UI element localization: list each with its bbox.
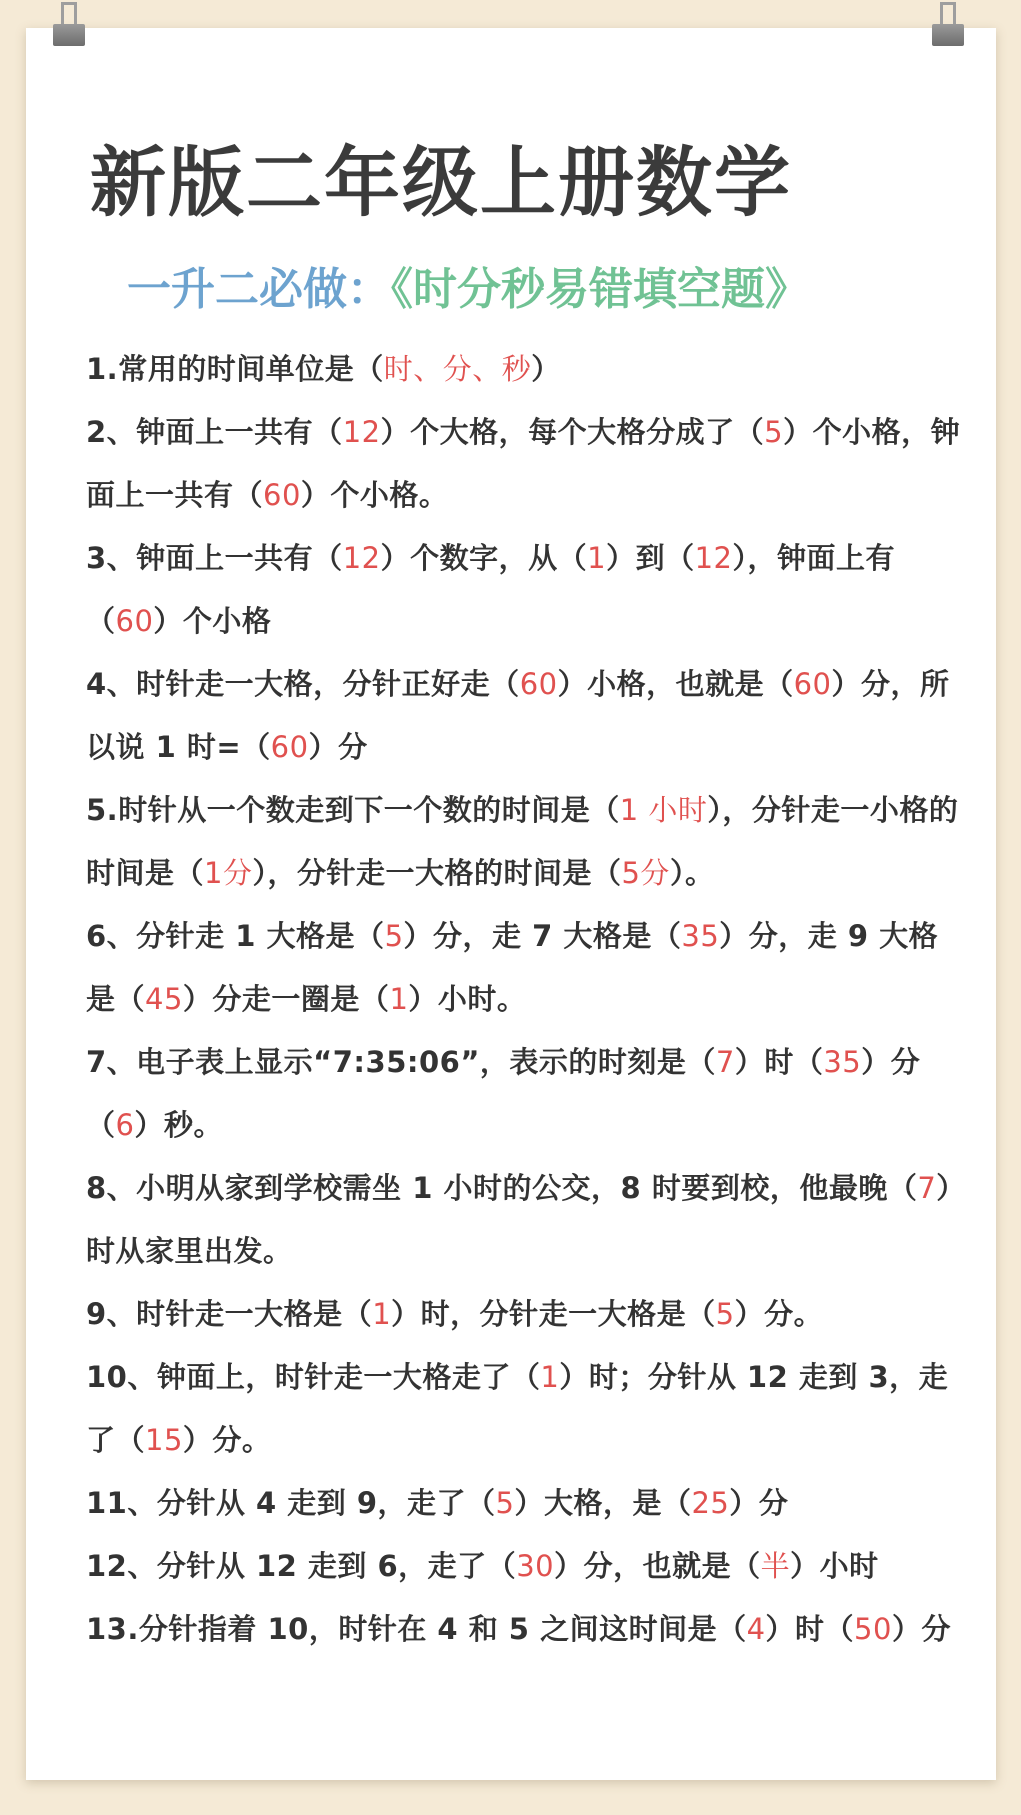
subtitle-topic: 《时分秒易错填空题》 (391, 264, 809, 315)
question-text: ）小时。 (408, 982, 527, 1016)
question-text: ）。 (669, 856, 715, 890)
question-text: ）分 (891, 1612, 951, 1646)
question-text: 13.分针指着 10，时针在 4 和 5 之间这时间是（ (86, 1612, 747, 1646)
question-item (86, 338, 966, 401)
answer-text: 15 (145, 1423, 183, 1457)
answer-text: 1 (372, 1297, 392, 1331)
answer-text: 5分 (621, 856, 670, 890)
question-text: ）分走一圈是（ (182, 982, 390, 1016)
answer-text: 6 (115, 1108, 135, 1142)
question-text: ）小格，也就是（ (557, 667, 794, 701)
question-text: ）个小格 (153, 604, 272, 638)
question-text: ）到（ (606, 541, 695, 575)
question-text: ）分，走 7 大格是（ (403, 919, 682, 953)
answer-text: 12 (342, 541, 381, 575)
answer-text: 1 (389, 982, 409, 1016)
answer-text: 60 (519, 667, 558, 701)
question-item (86, 1283, 966, 1346)
answer-text: 5 (384, 919, 404, 953)
question-item (86, 1031, 966, 1157)
question-text: ）时；分针从 12 走到 3，走了（ (86, 1360, 949, 1457)
question-item (86, 1535, 966, 1598)
answer-text: 12 (694, 541, 733, 575)
answer-text: 25 (691, 1486, 730, 1520)
answer-text: 5 (715, 1297, 735, 1331)
question-text: ），钟面上有（ (86, 541, 895, 638)
question-text: ） (531, 352, 561, 386)
question-item (86, 401, 966, 527)
question-text: 1.常用的时间单位是（ (86, 352, 384, 386)
answer-text: 半 (760, 1549, 791, 1583)
question-item (86, 653, 966, 779)
question-text: ）分 (308, 730, 368, 764)
question-item (86, 1472, 966, 1535)
question-text: ）分，也就是（ (554, 1549, 761, 1583)
question-text: ），分针走一小格的时间是（ (86, 793, 959, 890)
question-text: ）分（ (86, 1045, 921, 1142)
page-title: 新版二年级上册数学 (90, 138, 792, 227)
question-item (86, 779, 966, 905)
question-text: ）个数字，从（ (380, 541, 588, 575)
question-text: ）分 (729, 1486, 789, 1520)
question-text: ）时（ (765, 1612, 855, 1646)
answer-text: 时、分、秒 (383, 352, 532, 386)
question-text: ），分针走一大格的时间是（ (252, 856, 622, 890)
question-text: 6、分针走 1 大格是（ (86, 919, 385, 953)
answer-text: 1分 (204, 856, 253, 890)
question-item (86, 1157, 966, 1283)
answer-text: 7 (715, 1045, 735, 1079)
question-text: ）大格，是（ (514, 1486, 692, 1520)
question-list (86, 338, 966, 1661)
question-text: 11、分针从 4 走到 9，走了（ (86, 1486, 496, 1520)
question-text: ）小时 (790, 1549, 879, 1583)
question-text: 9、时针走一大格是（ (86, 1297, 373, 1331)
question-text: ）分，走 9 大格是（ (86, 919, 939, 1016)
question-text: ）时从家里出发。 (86, 1171, 966, 1268)
question-text: ）分。 (734, 1297, 824, 1331)
question-text: 10、钟面上，时针走一大格走了（ (86, 1360, 541, 1394)
question-text: ）时（ (734, 1045, 824, 1079)
question-text: ）个小格，钟面上一共有（ (86, 415, 961, 512)
answer-text: 5 (764, 415, 784, 449)
answer-text: 60 (793, 667, 832, 701)
page-subtitle (127, 262, 809, 318)
answer-text: 60 (115, 604, 154, 638)
question-text: ）秒。 (134, 1108, 223, 1142)
question-text: ）个小格。 (300, 478, 449, 512)
question-item (86, 1346, 966, 1472)
question-text: ）时，分针走一大格是（ (391, 1297, 716, 1331)
question-text: ）分，所以说 1 时=（ (86, 667, 950, 764)
answer-text: 50 (854, 1612, 892, 1646)
question-text: 12、分针从 12 走到 6，走了（ (86, 1549, 517, 1583)
answer-text: 35 (681, 919, 720, 953)
answer-text: 1 (587, 541, 607, 575)
answer-text: 5 (495, 1486, 515, 1520)
question-text: 2、钟面上一共有（ (86, 415, 343, 449)
answer-text: 35 (823, 1045, 862, 1079)
question-text: 4、时针走一大格，分针正好走（ (86, 667, 520, 701)
answer-text: 4 (746, 1612, 766, 1646)
binder-clip-icon (928, 0, 968, 52)
question-text: ）个大格，每个大格分成了（ (380, 415, 765, 449)
answer-text: 12 (342, 415, 381, 449)
question-item (86, 1598, 966, 1661)
question-text: 3、钟面上一共有（ (86, 541, 343, 575)
answer-text: 30 (516, 1549, 555, 1583)
answer-text: 7 (917, 1171, 937, 1205)
binder-clip-icon (49, 0, 89, 52)
question-text: ）分。 (182, 1423, 272, 1457)
question-text: 5.时针从一个数走到下一个数的时间是（ (86, 793, 620, 827)
answer-text: 1 小时 (619, 793, 708, 827)
question-item (86, 905, 966, 1031)
question-text: 8、小明从家到学校需坐 1 小时的公交，8 时要到校，他最晚（ (86, 1171, 918, 1205)
answer-text: 45 (145, 982, 183, 1016)
question-item (86, 527, 966, 653)
answer-text: 1 (540, 1360, 560, 1394)
answer-text: 60 (263, 478, 301, 512)
subtitle-prefix: 一升二必做： (127, 264, 391, 315)
answer-text: 60 (270, 730, 309, 764)
question-text: 7、电子表上显示“7:35:06”，表示的时刻是（ (86, 1045, 716, 1079)
